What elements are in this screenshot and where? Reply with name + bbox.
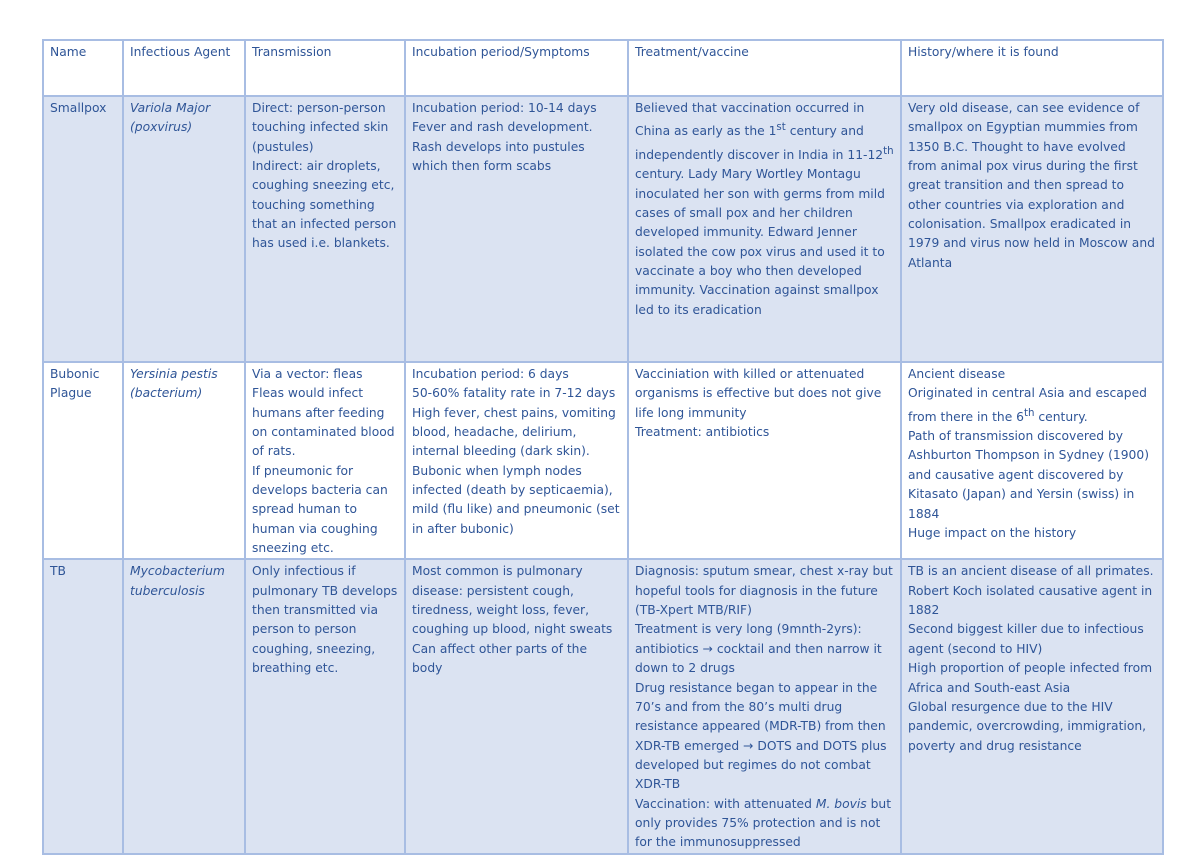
symptoms-line: Incubation period: 10-14 days [412,101,597,115]
header-infectious-agent: Infectious Agent [123,40,245,96]
cell-agent [123,96,245,362]
superscript: th [1024,406,1035,419]
agent-line: (poxvirus) [130,120,193,135]
symptoms-line: Incubation period: 6 days [412,367,569,381]
cell-history [901,559,1163,853]
treatment-line: Treatment is very long (9mnth-2yrs): antibiotics → cocktail and then narrow it down to 2 drugs [635,622,882,676]
table-row [43,96,1163,362]
symptoms-line: High fever, chest pains, vomiting blood, headache, delirium, internal bleeding (dark skin). [412,405,616,459]
superscript: st [776,121,786,134]
transmission-line: Via a vector: fleas [252,367,363,381]
cell-name: Smallpox [43,96,123,362]
cell-treatment [628,96,901,362]
history-line: Huge impact on the history [908,525,1077,540]
treatment-line: Vacciniation with killed or attenuated organisms is effective but does not give life long immunity [635,367,882,420]
history-line: TB is an ancient disease of all primates. [908,564,1154,579]
table-row [43,559,1163,853]
cell-history [901,362,1163,559]
treatment-line: Treatment: antibiotics [635,425,770,440]
history-line: Ancient disease [908,367,1006,381]
cell-transmission [245,362,405,559]
history-text: Originated in central Asia and escaped from there in the 6 [908,386,1147,424]
cell-name: Bubonic Plague [43,362,123,559]
treatment-text: century and independently discover in India in 11-12 [635,124,884,162]
cell-name: TB [43,559,123,853]
treatment-text: Believed that vaccination occurred in China as early as the 1 [635,101,865,139]
agent-line: Yersinia pestis [130,367,218,381]
header-transmission: Transmission [245,40,405,96]
history-line: Robert Koch isolated causative agent in 1882 [908,583,1153,618]
table-header-row [43,40,1163,96]
cell-symptoms [405,559,628,853]
header-incubation-symptoms: Incubation period/Symptoms [405,40,628,96]
agent-line: (bacterium) [130,386,203,401]
cell-treatment [628,559,901,853]
cell-history [901,96,1163,362]
cell-transmission [245,559,405,853]
cell-treatment [628,362,901,559]
history-line: Very old disease, can see evidence of smallpox on Egyptian mummies from 1350 B.C. Thought to have evolved from animal pox virus during the first great transition and then spread to other countries via exploration and colonisation. Smallpox eradicated in 1979 and virus now held in Moscow and Atlanta [908,101,1155,270]
history-line: Global resurgence due to the HIV pandemic, overcrowding, immigration, poverty and drug resistance [908,699,1147,753]
history-line: High proportion of people infected from Africa and South-east Asia [908,661,1153,695]
treatment-text: but only provides 75% protection and is not for the immunosuppressed [635,796,892,850]
header-name: Name [43,40,123,96]
header-history: History/where it is found [901,40,1163,96]
disease-table [42,39,1164,855]
treatment-line [635,795,894,853]
transmission-line: Indirect: air droplets, coughing sneezing etc, touching something that an infected person has used i.e. blankets. [252,159,397,251]
transmission-line: Direct: person-person touching infected skin (pustules) [252,101,389,154]
symptoms-line: 50-60% fatality rate in 7-12 days [412,386,616,401]
header-treatment-vaccine: Treatment/vaccine [628,40,901,96]
agent-line: Variola Major [130,101,211,115]
history-line: Second biggest killer due to infectious agent (second to HIV) [908,622,1144,656]
agent-line: Mycobacterium tuberculosis [130,564,225,598]
symptoms-line: Bubonic when lymph nodes infected (death by septicaemia), mild (flu like) and pneumonic (set in after bubonic) [412,463,620,536]
treatment-line: Diagnosis: sputum smear, chest x-ray but hopeful tools for diagnosis in the future (TB-Xpert MTB/RIF) [635,564,893,618]
cell-agent [123,362,245,559]
history-line: Path of transmission discovered by Ashburton Thompson in Sydney (1900) and causative agent discovered by Kitasato (Japan) and Yersin (swiss) in 1884 [908,429,1150,521]
symptoms-line: Can affect other parts of the body [412,641,588,676]
transmission-line: Only infectious if pulmonary TB develops then transmitted via person to person coughing, sneezing, breathing etc. [252,564,398,676]
treatment-text: Vaccination: with attenuated [635,796,816,811]
superscript: th [883,144,894,157]
transmission-line: Fleas would infect humans after feeding on contaminated blood of rats. [252,386,395,459]
cell-symptoms [405,96,628,362]
symptoms-line: Most common is pulmonary disease: persistent cough, tiredness, weight loss, fever, coughing up blood, night sweats [412,564,613,637]
symptoms-line: Fever and rash development. Rash develops into pustules which then form scabs [412,120,593,174]
treatment-text: century. Lady Mary Wortley Montagu inoculated her son with germs from mild cases of small pox and her children developed immunity. Edward Jenner isolated the cow pox virus and used it to vaccinate a boy who then developed immunity. Vaccination against smallpox led to its eradication [635,167,885,317]
cell-agent [123,559,245,853]
history-text: century. [1034,409,1088,424]
transmission-line: If pneumonic for develops bacteria can spread human to human via coughing sneezing etc. [252,463,388,556]
cell-transmission [245,96,405,362]
table-row [43,362,1163,559]
cell-symptoms [405,362,628,559]
treatment-italic: M. bovis [815,796,867,811]
history-line [908,384,1156,427]
treatment-line: Drug resistance began to appear in the 70’s and from the 80’s multi drug resistance appeared (MDR-TB) from then XDR-TB emerged → DOTS and DOTS plus developed but regimes do not combat XDR-TB [635,680,887,792]
